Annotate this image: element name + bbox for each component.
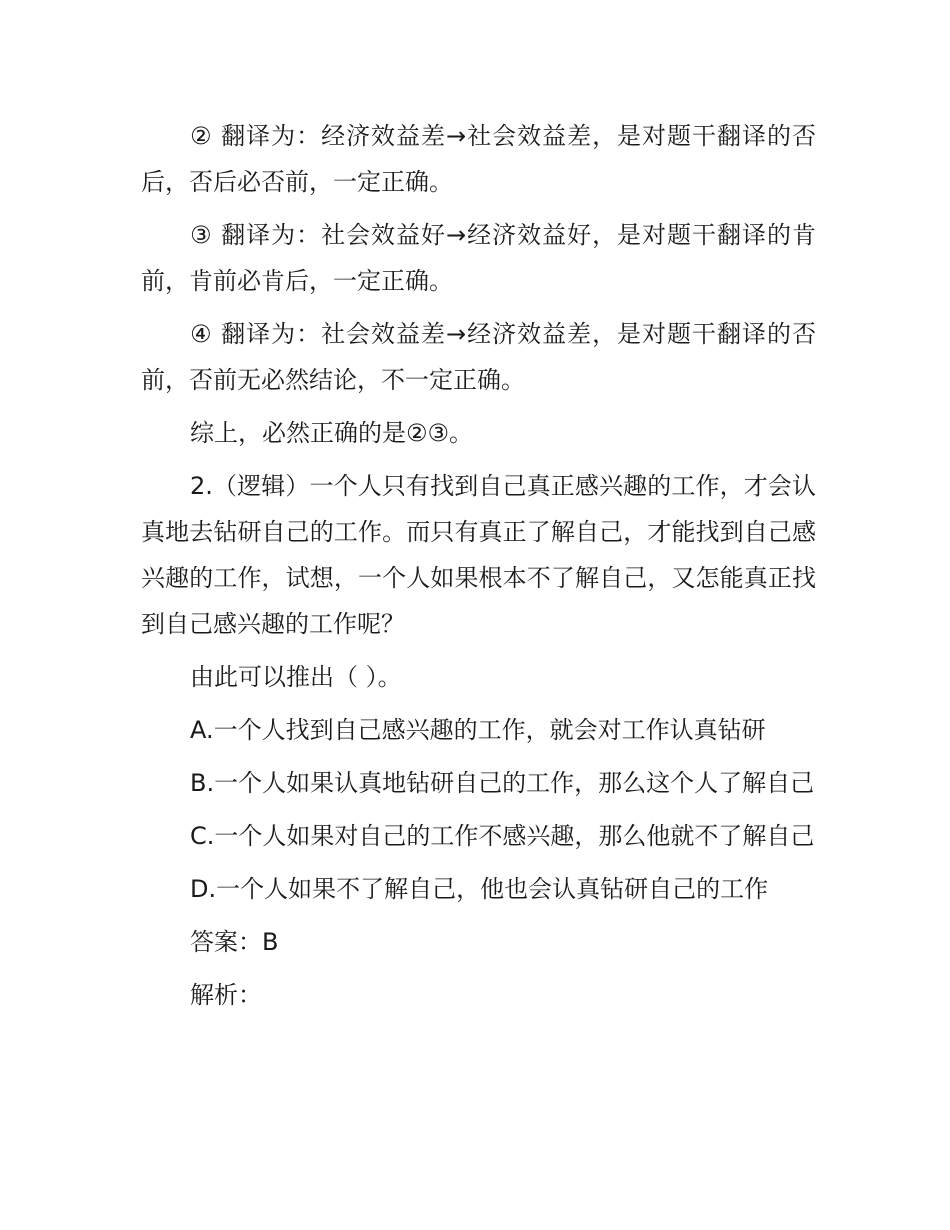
- explanation-item-2: ② 翻译为：经济效益差→社会效益差，是对题干翻译的否后，否后必否前，一定正确。: [141, 122, 816, 196]
- option-b: B.一个人如果认真地钻研自己的工作，那么这个人了解自己: [190, 769, 815, 797]
- option-c: C.一个人如果对自己的工作不感兴趣，那么他就不了解自己: [190, 822, 815, 850]
- answer-line: 答案：B: [190, 928, 279, 956]
- question-stem: 2.（逻辑）一个人只有找到自己真正感兴趣的工作，才会认真地去钻研自己的工作。而只有真正了解自己，才能找到自己感兴趣的工作，试想，一个人如果根本不了解自己，又怎能真正找到自己感兴趣的工作呢？: [141, 472, 816, 638]
- explanation-item-3: ③ 翻译为：社会效益好→经济效益好，是对题干翻译的肯前，肯前必肯后，一定正确。: [141, 221, 816, 295]
- explanation-item-4: ④ 翻译为：社会效益差→经济效益差，是对题干翻译的否前，否前无必然结论，不一定正确。: [141, 320, 816, 394]
- question-prompt: 由此可以推出（ ）。: [190, 663, 402, 691]
- conclusion-text: 综上，必然正确的是②③。: [190, 419, 474, 447]
- option-a: A.一个人找到自己感兴趣的工作，就会对工作认真钻研: [190, 716, 766, 744]
- analysis-heading: 解析：: [190, 981, 262, 1009]
- option-d: D.一个人如果不了解自己，他也会认真钻研自己的工作: [190, 875, 769, 903]
- document-body: [141, 113, 816, 1018]
